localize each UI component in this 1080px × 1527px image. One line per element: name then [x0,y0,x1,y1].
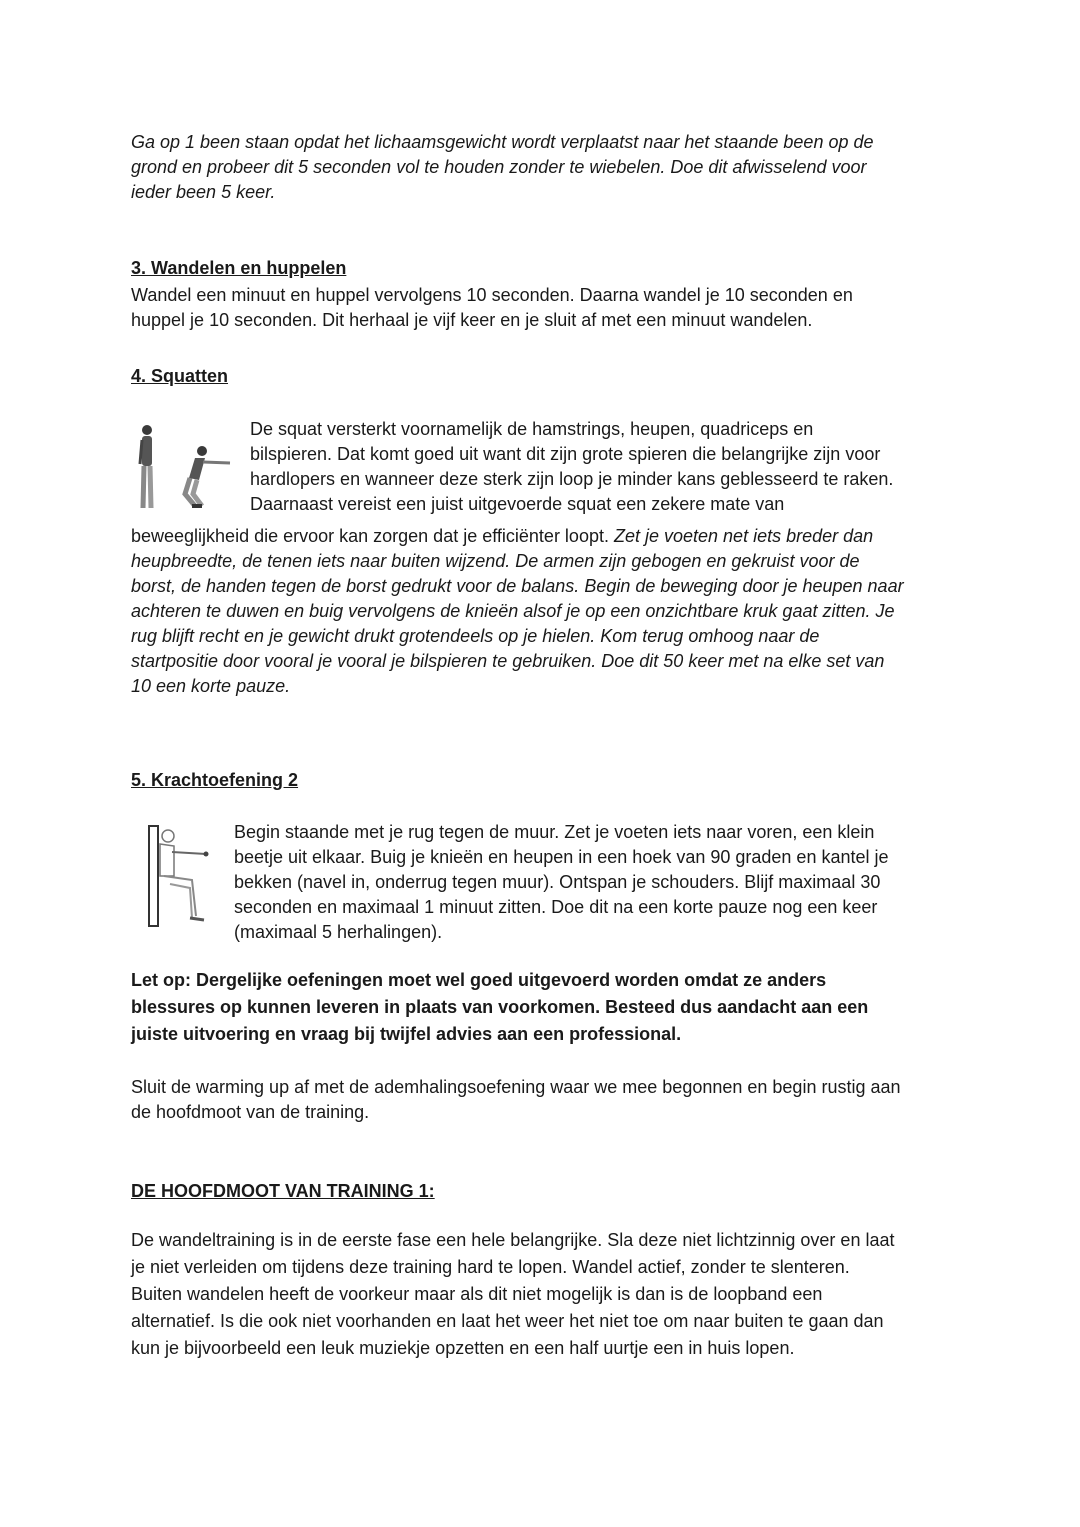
text-line: huppel je 10 seconden. Dit herhaal je vijf keer en je sluit af met een minuut wandelen. [131,310,813,330]
text-italic: Zet je voeten net iets breder dan [613,526,874,546]
wall-sit-instructions [234,820,889,945]
text-line: Wandel een minuut en huppel vervolgens 10 seconden. Daarna wandel je 10 seconden en [131,285,853,305]
text-line: alternatief. Is die ook niet voorhanden en laat het weer het niet toe om naar buiten te gaan dan [131,1311,884,1331]
text-line: seconden en maximaal 1 minuut zitten. Doe dit na een korte pauze nog een keer [234,897,878,917]
text-line: Let op: Dergelijke oefeningen moet wel goed uitgevoerd worden omdat ze anders [131,970,827,990]
closing-paragraph [131,1075,901,1125]
text-line: rug blijft recht en je gewicht drukt grotendeels op je hielen. Kom terug omhoog naar de [131,626,820,646]
text-line: heupbreedte, de tenen iets naar buiten wijzend. De armen zijn gebogen en gekruist voor de [131,551,860,571]
text-line: (maximaal 5 herhalingen). [234,922,443,942]
text-line: Buiten wandelen heeft de voorkeur maar als dit niet mogelijk is dan is de loopband een [131,1284,823,1304]
wall-sit-figure-icon [142,822,216,930]
text-line [131,524,904,549]
text-line: Sluit de warming up af met de ademhalingsoefening waar we mee begonnen en begin rustig aan [131,1077,901,1097]
section-3-body [131,283,853,333]
text-line: ieder been 5 keer. [131,182,276,202]
text-line: Daarnaast vereist een juist uitgevoerde squat een zekere mate van [250,494,785,514]
text-line: beetje uit elkaar. Buig je knieën en heupen in een hoek van 90 graden en kantel je [234,847,889,867]
section-3-heading: 3. Wandelen en huppelen [131,258,347,278]
text-line: De wandeltraining is in de eerste fase een hele belangrijke. Sla deze niet lichtzinnig over en laat [131,1230,895,1250]
text-line: Ga op 1 been staan opdat het lichaamsgewicht wordt verplaatst naar het staande been op de [131,132,874,152]
text-line: juiste uitvoering en vraag bij twijfel advies aan een professional. [131,1024,682,1044]
text-line: 10 een korte pauze. [131,676,291,696]
section-4-heading: 4. Squatten [131,366,229,386]
text-line: grond en probeer dit 5 seconden vol te houden zonder te wiebelen. Doe dit afwisselend voor [131,157,867,177]
text-line: De squat versterkt voornamelijk de hamstrings, heupen, quadriceps en [250,419,814,439]
squat-intro-text [250,417,893,517]
squat-figure-icon [133,418,235,514]
text-line: borst, de handen tegen de borst gedrukt voor de balans. Begin de beweging door je heupen naar [131,576,904,596]
section-5-heading: 5. Krachtoefening 2 [131,770,299,790]
text-line: bilspieren. Dat komt goed uit want dit zijn grote spieren die belangrijke zijn voor [250,444,881,464]
text-normal: beweeglijkheid die ervoor kan zorgen dat je efficiënter loopt. [131,526,609,546]
balance-instructions [131,130,874,205]
text-line: je niet verleiden om tijdens deze training hard te lopen. Wandel actief, zonder te slenteren. [131,1257,850,1277]
text-line: achteren te duwen en buig vervolgens de knieën alsof je op een onzichtbare kruk gaat zitten. Je [131,601,895,621]
text-line: Begin staande met je rug tegen de muur. Zet je voeten iets naar voren, een klein [234,822,875,842]
warning-note [131,967,868,1048]
text-line: hardlopers en wanneer deze sterk zijn loop je minder kans geblesseerd te raken. [250,469,894,489]
squat-instructions [131,524,904,699]
text-line: kun je bijvoorbeeld een leuk muziekje opzetten en een half uurtje een in huis lopen. [131,1338,795,1358]
main-training-body [131,1227,894,1362]
text-line: de hoofdmoot van de training. [131,1102,370,1122]
main-training-heading: DE HOOFDMOOT VAN TRAINING 1: [131,1181,435,1201]
text-line: blessures op kunnen leveren in plaats van voorkomen. Besteed dus aandacht aan een [131,997,869,1017]
text-line: bekken (navel in, onderrug tegen muur). Ontspan je schouders. Blijf maximaal 30 [234,872,881,892]
text-line: startpositie door vooral je vooral je bilspieren te gebruiken. Doe dit 50 keer met na elke set van [131,651,885,671]
